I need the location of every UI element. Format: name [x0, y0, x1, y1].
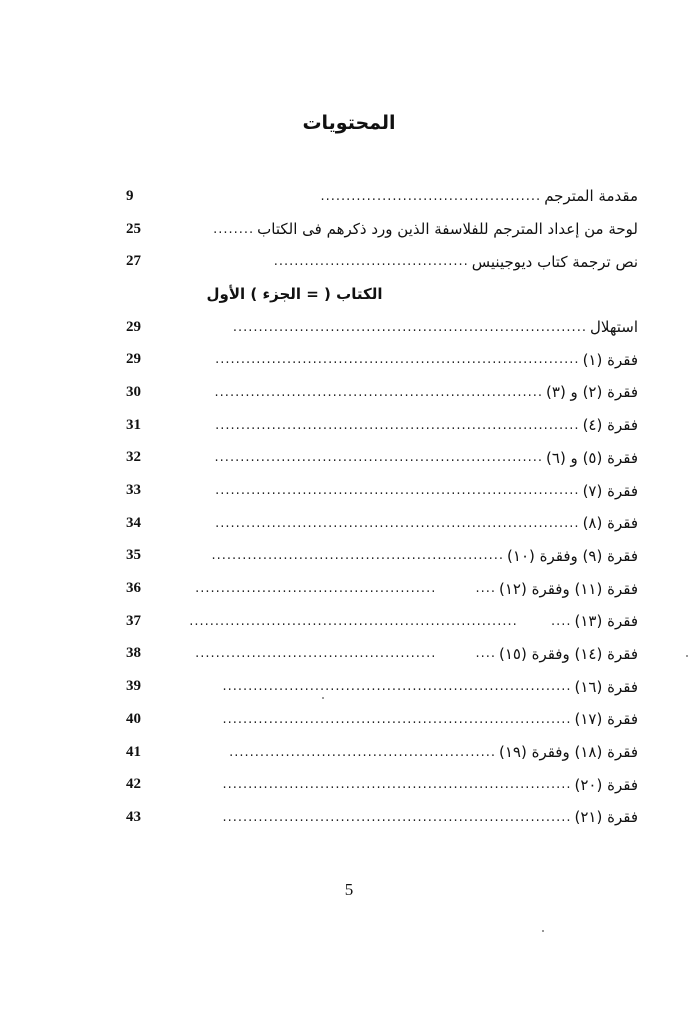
toc-page-number: 35 — [126, 547, 141, 564]
toc-entry-label: لوحة من إعداد المترجم للفلاسفة الذين ورد ذكرهم فى الكتاب — [257, 220, 638, 239]
toc-leader-dots: .................................................................... — [222, 711, 572, 727]
toc-entry — [126, 442, 638, 475]
toc-page-number: 31 — [126, 416, 141, 433]
toc-entry — [126, 605, 638, 638]
toc-leader-dots: ........................................... — [320, 188, 542, 204]
toc-entry-label: فقرة (٥) و (٦) — [546, 448, 638, 467]
toc-entry-label: فقرة (٢٠) — [574, 775, 638, 794]
toc-entry — [126, 540, 638, 573]
scan-speck — [542, 930, 544, 932]
toc-leader-dots: .... — [475, 646, 496, 662]
toc-leader-dots: .................................................................... — [222, 777, 572, 793]
toc-entry — [126, 376, 638, 409]
toc-page-number: 25 — [126, 220, 141, 237]
toc-entry-label: فقرة (٧) — [582, 481, 638, 500]
toc-leader-dots: ................................................................ — [189, 613, 518, 629]
toc-entry-label: الكتاب ( = الجزء ) الأول — [206, 285, 383, 304]
toc-entry — [126, 670, 638, 703]
toc-leader-dots: ........ — [213, 221, 255, 237]
toc-leader-dots: ...................................... — [273, 254, 469, 270]
toc-leader-dots: .................................................................... — [222, 809, 572, 825]
toc-page-number: 37 — [126, 612, 141, 629]
toc-leader-dots: .................................................... — [229, 744, 496, 760]
toc-entry-label: فقرة (١١) وفقرة (١٢) — [498, 579, 638, 598]
scan-speck — [686, 655, 688, 657]
toc-page-number: 43 — [126, 808, 141, 825]
toc-entry-label: فقرة (١٦) — [574, 677, 638, 696]
toc-entry — [126, 311, 638, 344]
toc-leader-dots: .................................................................... — [222, 679, 572, 695]
toc-page-number: 36 — [126, 580, 141, 597]
toc-leader-dots: .... — [550, 613, 572, 629]
toc-entry-label: فقرة (٢) و (٣) — [546, 383, 638, 402]
toc-entry-label: استهلال — [589, 318, 638, 337]
toc-entry-label: فقرة (١٤) وفقرة (١٥) — [498, 644, 638, 663]
toc-leader-dots: ..................................................................... — [232, 319, 587, 335]
toc-page-number: 29 — [126, 318, 141, 335]
toc-page-number: 33 — [126, 482, 141, 499]
toc-leader-dots: ............................................... — [195, 581, 437, 597]
toc-page-number: 41 — [126, 743, 141, 760]
toc-entry-label: مقدمة المترجم — [544, 187, 638, 206]
toc-page-number: 32 — [126, 449, 141, 466]
toc-leader-dots: ....................................................................... — [215, 352, 580, 368]
toc-entry-label: فقرة (١٨) وفقرة (١٩) — [498, 743, 638, 762]
toc-page-number: 29 — [126, 351, 141, 368]
toc-entry-label: فقرة (٩) وفقرة (١٠) — [507, 546, 638, 565]
toc-page-number: 34 — [126, 514, 141, 531]
toc-leader-dots: ................................................................ — [214, 384, 544, 400]
table-of-contents — [126, 180, 638, 834]
toc-entry-label: فقرة (٤) — [582, 416, 638, 435]
toc-entry-label: فقرة (١) — [582, 350, 638, 369]
toc-entry — [126, 474, 638, 507]
toc-entry — [126, 768, 638, 801]
toc-leader-dots: .... — [475, 581, 496, 597]
toc-leader-dots: ............................................... — [195, 646, 437, 662]
toc-entry-label: فقرة (١٧) — [574, 710, 638, 729]
toc-entry — [126, 180, 638, 213]
toc-entry — [126, 343, 638, 376]
toc-leader-dots: ......................................................... — [211, 548, 505, 564]
toc-entry — [126, 703, 638, 736]
toc-leader-dots: ....................................................................... — [215, 417, 580, 433]
toc-entry — [126, 409, 638, 442]
toc-entry-label: نص ترجمة كتاب ديوجينيس — [471, 252, 638, 271]
toc-entry-label: فقرة (١٣) — [574, 612, 638, 631]
toc-page-number: 42 — [126, 776, 141, 793]
toc-leader-dots: ....................................................................... — [215, 483, 580, 499]
toc-leader-dots: ................................................................ — [214, 450, 544, 466]
toc-entry — [126, 801, 638, 834]
toc-section-heading — [126, 278, 638, 311]
toc-leader-dots: ....................................................................... — [215, 515, 580, 531]
toc-page-number: 40 — [126, 710, 141, 727]
toc-entry — [126, 213, 638, 246]
toc-entry — [126, 736, 638, 769]
toc-entry-label: فقرة (٢١) — [574, 808, 638, 827]
page-title: المحتويات — [302, 112, 396, 134]
toc-page-number: 27 — [126, 253, 141, 270]
toc-page-number: 9 — [126, 187, 134, 204]
toc-entry — [126, 507, 638, 540]
scan-speck — [322, 697, 324, 699]
toc-page-number: 30 — [126, 383, 141, 400]
page-number: 5 — [344, 880, 354, 899]
toc-entry — [126, 245, 638, 278]
toc-entry-label: فقرة (٨) — [582, 514, 638, 533]
toc-entry — [126, 572, 638, 605]
toc-page-number: 38 — [126, 645, 141, 662]
toc-page-number: 39 — [126, 678, 141, 695]
toc-entry — [126, 638, 638, 671]
